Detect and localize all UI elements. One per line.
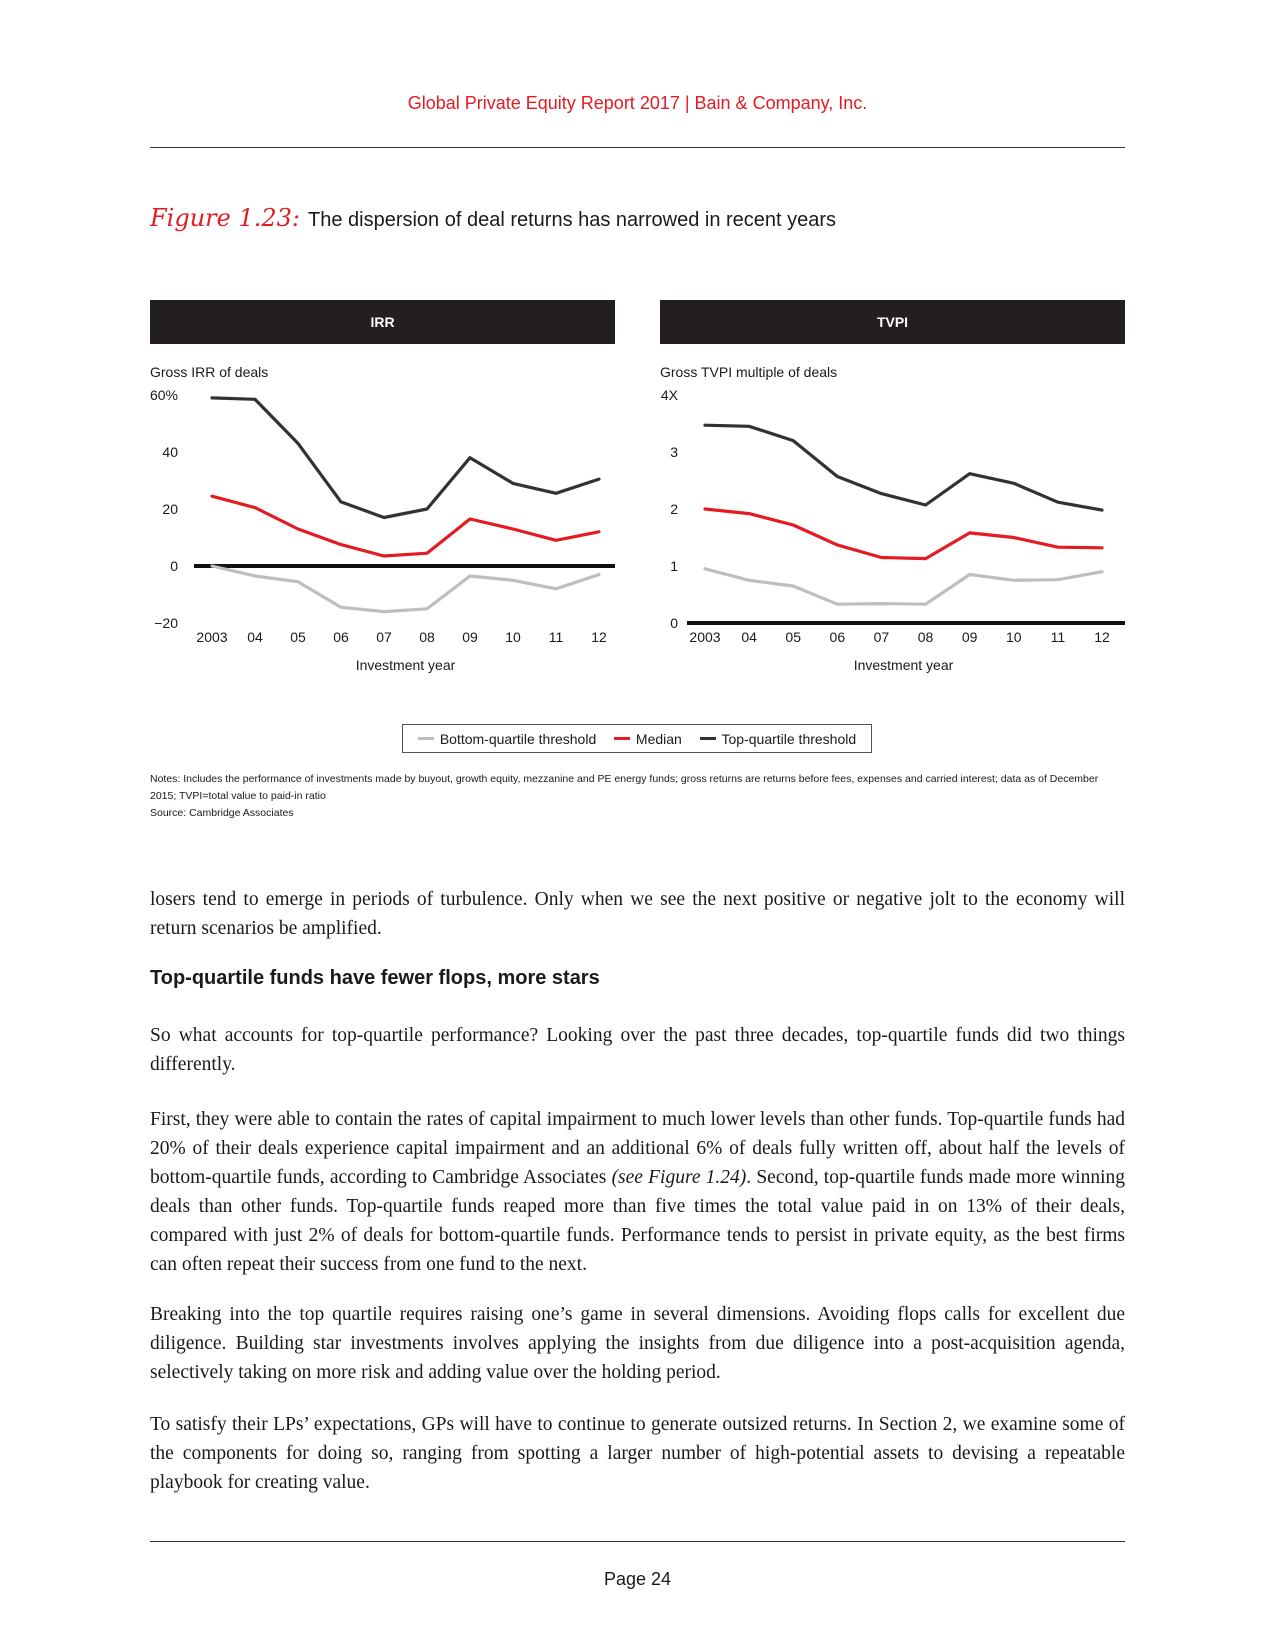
section-heading: Top-quartile funds have fewer flops, more stars <box>150 967 600 989</box>
irr-xtick-label: 05 <box>290 629 306 645</box>
legend-swatch-black <box>700 737 716 740</box>
footer-divider <box>150 1541 1125 1542</box>
body-paragraph-3 <box>150 1105 1125 1279</box>
tvpi-ytick-label: 1 <box>670 558 678 574</box>
irr-axis-title: Gross IRR of deals <box>150 364 269 380</box>
legend-swatch-gray <box>418 737 434 740</box>
tvpi-xtick-label: 08 <box>917 629 934 645</box>
irr-top-quartile-line <box>212 398 599 518</box>
legend-top-quartile <box>700 731 857 747</box>
tvpi-bottom-quartile-line <box>705 569 1102 604</box>
figure-title <box>150 204 836 232</box>
irr-xtick-label: 09 <box>462 629 478 645</box>
irr-ytick-label: 20 <box>162 501 178 517</box>
irr-xtick-label: 11 <box>548 629 564 645</box>
tvpi-xtick-label: 09 <box>961 629 978 645</box>
irr-xtick-label: 10 <box>505 629 521 645</box>
tvpi-line-chart <box>660 387 1125 720</box>
tvpi-xtick-label: 2003 <box>689 629 721 645</box>
irr-ytick-label: −20 <box>154 615 178 631</box>
legend-bottom-label: Bottom-quartile threshold <box>439 730 597 747</box>
body-paragraph-3-end: . Second, top-quartile funds made more winning deals than other funds. Top-quartile funds reaped more than five times the total value paid in on 13% of their deals, compared with just 2% of deals for bottom-quartile funds. Performance tends to persist in private equity, as the best firms can often repeat their success from one fund to the next. <box>150 1167 1125 1275</box>
legend-swatch-red <box>614 737 630 740</box>
tvpi-median-line <box>705 509 1102 559</box>
notes-source: Source: Cambridge Associates <box>150 807 294 819</box>
tvpi-ytick-label: 4X <box>660 387 678 403</box>
notes-text: Notes: Includes the performance of investments made by buyout, growth equity, mezzanine and PE energy funds; gross returns are returns before fees, expenses and carried interest; data as of December 2015; TVPI=total value to paid-in ratio <box>150 773 1099 802</box>
tvpi-xtick-label: 10 <box>1005 629 1022 645</box>
tvpi-xtick-label: 12 <box>1094 629 1110 645</box>
irr-xtick-label: 07 <box>376 629 392 645</box>
legend-top-label: Top-quartile threshold <box>721 730 857 747</box>
irr-xtick-label: 08 <box>419 629 435 645</box>
body-paragraph-4: Breaking into the top quartile requires raising one’s game in several dimensions. Avoiding flops calls for excellent due diligence. Building star investments involves applying the insights from due diligence into a post-acquisition agenda, selectively taking on more risk and adding value over the holding period. <box>150 1304 1125 1383</box>
tvpi-xtick-label: 11 <box>1050 629 1066 645</box>
irr-x-axis-label: Investment year <box>355 657 456 673</box>
irr-line-chart <box>149 387 615 720</box>
irr-xtick-label: 04 <box>247 629 263 645</box>
tvpi-xtick-label: 05 <box>785 629 802 645</box>
tvpi-xtick-label: 07 <box>873 629 890 645</box>
tvpi-axis-title: Gross TVPI multiple of deals <box>660 364 838 380</box>
irr-xtick-label: 06 <box>333 629 349 645</box>
page-number: Page 24 <box>603 1569 672 1589</box>
legend-median-label: Median <box>635 730 682 747</box>
tvpi-ytick-label: 2 <box>670 501 678 517</box>
figure-label: Figure 1.23: <box>150 204 300 232</box>
irr-ytick-label: 60% <box>149 387 178 403</box>
body-paragraph-2: So what accounts for top-quartile performance? Looking over the past three decades, top-quartile funds did two things differently. <box>150 1025 1125 1075</box>
irr-bottom-quartile-line <box>212 566 599 612</box>
tvpi-ytick-label: 0 <box>670 615 678 631</box>
tvpi-x-axis-label: Investment year <box>853 657 954 673</box>
figure-caption: The dispersion of deal returns has narrowed in recent years <box>307 209 837 231</box>
irr-xtick-label: 2003 <box>196 629 228 645</box>
header-divider <box>150 147 1125 148</box>
chart-legend <box>402 724 872 753</box>
body-paragraph-5: To satisfy their LPs’ expectations, GPs will have to continue to generate outsized returns. In Section 2, we examine some of the components for doing so, ranging from spotting a larger number of high-potential assets to devising a repeatable playbook for creating value. <box>150 1414 1125 1493</box>
irr-median-line <box>212 496 599 556</box>
legend-bottom-quartile <box>418 731 596 747</box>
body-paragraph-3-start: First, they were able to contain the rates of capital impairment to much lower levels than other funds. Top-quartile funds had 20% of their deals experience capital impairment and an additional 6% of deals fully written off, about half the levels of bottom-quartile funds, according to Cambridge Associates <box>150 1109 1125 1188</box>
irr-ytick-label: 0 <box>170 558 178 574</box>
report-header: Global Private Equity Report 2017 | Bain & Company, Inc. <box>407 93 868 113</box>
legend-median <box>614 731 682 747</box>
tvpi-panel-header: TVPI <box>660 300 1125 344</box>
irr-panel-header: IRR <box>150 300 615 344</box>
tvpi-ytick-label: 3 <box>670 444 678 460</box>
body-paragraph-1: losers tend to emerge in periods of turbulence. Only when we see the next positive or negative jolt to the economy will return scenarios be amplified. <box>150 889 1125 939</box>
tvpi-xtick-label: 04 <box>741 629 757 645</box>
irr-xtick-label: 12 <box>591 629 607 645</box>
tvpi-top-quartile-line <box>705 425 1102 510</box>
irr-ytick-label: 40 <box>162 444 178 460</box>
figure-notes <box>150 771 1125 822</box>
tvpi-xtick-label: 06 <box>829 629 846 645</box>
figure-reference-link: (see Figure 1.24) <box>611 1167 747 1188</box>
